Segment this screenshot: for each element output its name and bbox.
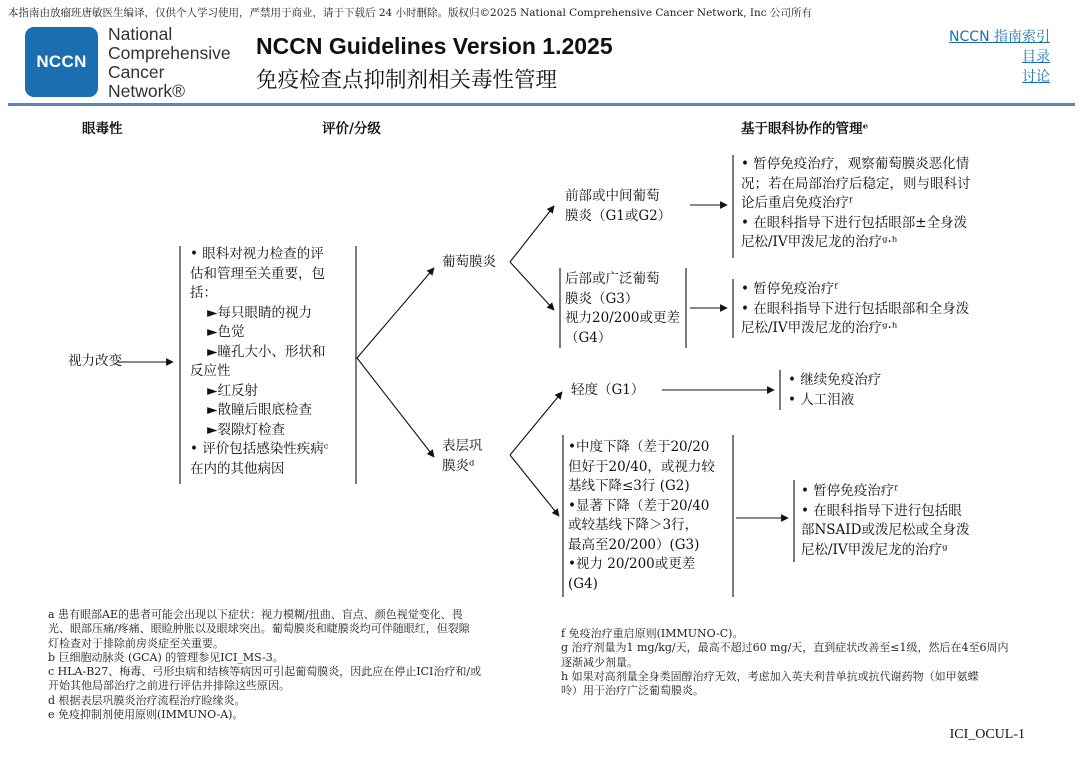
footnote: 逐渐减少剂量。: [561, 655, 638, 669]
uveitis-g3g4-management: [741, 280, 969, 339]
footnote: a 患有眼部AE的患者可能会出现以下症状：视力模糊/扭曲、盲点、颜色视觉变化、畏: [48, 608, 463, 621]
episcleritis-label-line: 表层巩: [442, 438, 483, 454]
episcleritis-severe-line: •视力 20/200或更差: [568, 556, 696, 572]
uveitis-label: 葡萄膜炎: [442, 254, 496, 270]
uveitis-g1g2-management: [741, 155, 971, 253]
org-name-line: Network®: [108, 81, 186, 101]
uveitis-g1g2-line: 膜炎（G1或G2）: [565, 207, 672, 224]
arrow-uveitis-g1g2: [510, 206, 554, 262]
assessment-line: ►色觉: [190, 324, 245, 340]
episcleritis-severe-management: [801, 482, 969, 560]
footnote: b 巨细胞动脉炎 (GCA) 的管理参见ICI_MS-3。: [48, 650, 284, 664]
episcleritis-mild: 轻度（G1）: [571, 382, 645, 398]
footnote: d 根据表层巩膜炎治疗流程治疗睑缘炎。: [48, 693, 246, 707]
footnotes-left: [48, 608, 481, 722]
uveitis-g3g4-line: 后部或广泛葡萄: [565, 271, 660, 287]
assessment-line: 在内的其他病因: [190, 460, 285, 477]
assessment-line: 反应性: [190, 363, 231, 379]
episcleritis-severe-line: 但好于20/40，或视力较: [568, 458, 715, 475]
arrow-episcleritis-severe: [510, 455, 559, 516]
assessment-line: ►裂隙灯检查: [190, 421, 286, 438]
episcleritis-mild-management: [788, 371, 881, 410]
management-line: • 暂停免疫治疗ᶠ: [741, 281, 838, 297]
management-line: • 在眼科指导下进行包括眼部和全身泼: [741, 300, 970, 317]
assessment-line: ►瞳孔大小、形状和: [190, 343, 326, 360]
footnote: f 免疫治疗重启原则(IMMUNO-C)。: [561, 627, 744, 640]
episcleritis-severe: [568, 438, 715, 594]
assessment-line: 估和管理至关重要，包: [190, 265, 325, 282]
uveitis-g1g2: [565, 187, 671, 226]
assessment-line: ►散瞳后眼底检查: [190, 402, 313, 418]
management-line: • 在眼科指导下进行包括眼部±全身泼: [741, 214, 968, 231]
management-line: • 暂停免疫治疗ᶠ: [801, 483, 898, 499]
uveitis-g3g4-line: 视力20/200或更差: [565, 310, 680, 326]
column-header-management: 基于眼科协作的管理ᵉ: [741, 121, 869, 137]
footnote: 光、眼部压痛/疼痛、眼睑肿胀以及眼球突出。葡萄膜炎和睫膜炎均可伴随眼红，但裂隙: [48, 622, 470, 636]
presentation-vision-change: 视力改变: [68, 353, 122, 369]
management-line: 尼松/IV甲泼尼龙的治疗ᵍ·ʰ: [741, 320, 898, 336]
footnote: g 治疗剂量为1 mg/kg/天，最高不超过60 mg/天，直到症状改善至≤1级，然后在4至6周内: [561, 641, 1009, 655]
management-line: • 在眼科指导下进行包括眼: [801, 502, 962, 519]
org-name-line: Cancer: [108, 62, 165, 82]
org-name-line: Comprehensive: [108, 43, 231, 63]
footnotes-right: [561, 627, 1009, 698]
management-line: 况；若在局部治疗后稳定，则与眼科讨: [741, 175, 971, 192]
episcleritis-severe-line: 基线下降≤3行 (G2): [568, 478, 690, 494]
management-line: 尼松/IV甲泼尼龙的治疗ᵍ: [801, 541, 948, 558]
org-name-line: National: [108, 24, 173, 44]
arrow-uveitis-g3g4: [510, 262, 554, 310]
nav-links: [949, 27, 1050, 87]
management-line: • 暂停免疫治疗，观察葡萄膜炎恶化情: [741, 156, 970, 172]
toc-link[interactable]: 目录: [1022, 49, 1050, 65]
assessment-line: ►每只眼睛的视力: [190, 304, 313, 321]
footnote: c HLA-B27、梅毒、弓形虫病和结核等病因可引起葡萄膜炎，因此应在停止ICI治疗和/或: [48, 665, 482, 679]
assessment-line: ►红反射: [190, 382, 259, 399]
management-line: • 继续免疫治疗: [788, 372, 882, 388]
assessment-line: 括：: [190, 285, 217, 301]
assessment-line: • 眼科对视力检查的评: [190, 246, 324, 262]
page-id: ICI_OCUL-1: [949, 727, 1025, 742]
episcleritis-severe-line: 或较基线下降＞3行，: [568, 517, 699, 533]
org-name: [108, 25, 231, 101]
uveitis-g3g4-line: 膜炎（G3）: [565, 290, 639, 307]
uveitis-g3g4-line: （G4）: [565, 329, 612, 346]
uveitis-g3g4: [565, 270, 680, 348]
footnote: e 免疫抑制剂使用原则(IMMUNO-A)。: [48, 708, 244, 722]
guideline-subtitle: 免疫检查点抑制剂相关毒性管理: [256, 68, 558, 93]
footnote: 灯检查对于排除前房炎症至关重要。: [48, 636, 224, 650]
footnote: 开始其他局部治疗之前进行评估并排除这些原因。: [48, 679, 290, 693]
management-line: 部NSAID或泼尼松或全身泼: [801, 522, 970, 538]
header-rule: [8, 103, 1075, 106]
uveitis-g1g2-line: 前部或中间葡萄: [565, 188, 660, 204]
arrow-to-uveitis: [357, 268, 434, 358]
nccn-logo: NCCN: [25, 27, 98, 97]
nccn-index-link[interactable]: NCCN 指南索引: [949, 29, 1050, 45]
episcleritis-severe-line: •中度下降（差于20/20: [568, 439, 710, 455]
arrow-episcleritis-mild: [510, 392, 562, 455]
assessment-line: • 评价包括感染性疾病ᶜ: [190, 441, 329, 457]
footnote: 呤）用于治疗广泛葡萄膜炎。: [561, 684, 704, 698]
episcleritis-label-line: 膜炎ᵈ: [442, 457, 475, 474]
footnote: h 如果对高剂量全身类固醇治疗无效，考虑加入英夫利昔单抗或抗代谢药物（如甲氨蝶: [561, 669, 979, 683]
guideline-version-title: NCCN Guidelines Version 1.2025: [256, 33, 613, 59]
episcleritis-severe-line: (G4): [568, 575, 598, 592]
assessment-box: [190, 245, 328, 479]
episcleritis-severe-line: 最高至20/200）(G3): [568, 536, 700, 553]
copyright-note: 本指南由放瘤班唐敏医生编译，仅供个人学习使用，严禁用于商业，请于下载后 24 小时删除。版权归©2025 National Comprehensive Cancer Network, Inc 公司所有: [8, 7, 813, 19]
arrow-to-episcleritis: [357, 358, 434, 457]
column-header-toxicity: 眼毒性: [82, 121, 123, 137]
management-line: 论后重启免疫治疗ᶠ: [741, 195, 852, 211]
management-line: 尼松/IV甲泼尼龙的治疗ᵍ·ʰ: [741, 234, 898, 250]
management-line: • 人工泪液: [788, 391, 855, 408]
episcleritis-label: [442, 437, 483, 476]
episcleritis-severe-line: •显著下降（差于20/40: [568, 497, 710, 514]
column-header-assessment: 评价/分级: [322, 121, 381, 137]
discussion-link[interactable]: 讨论: [1022, 69, 1050, 85]
